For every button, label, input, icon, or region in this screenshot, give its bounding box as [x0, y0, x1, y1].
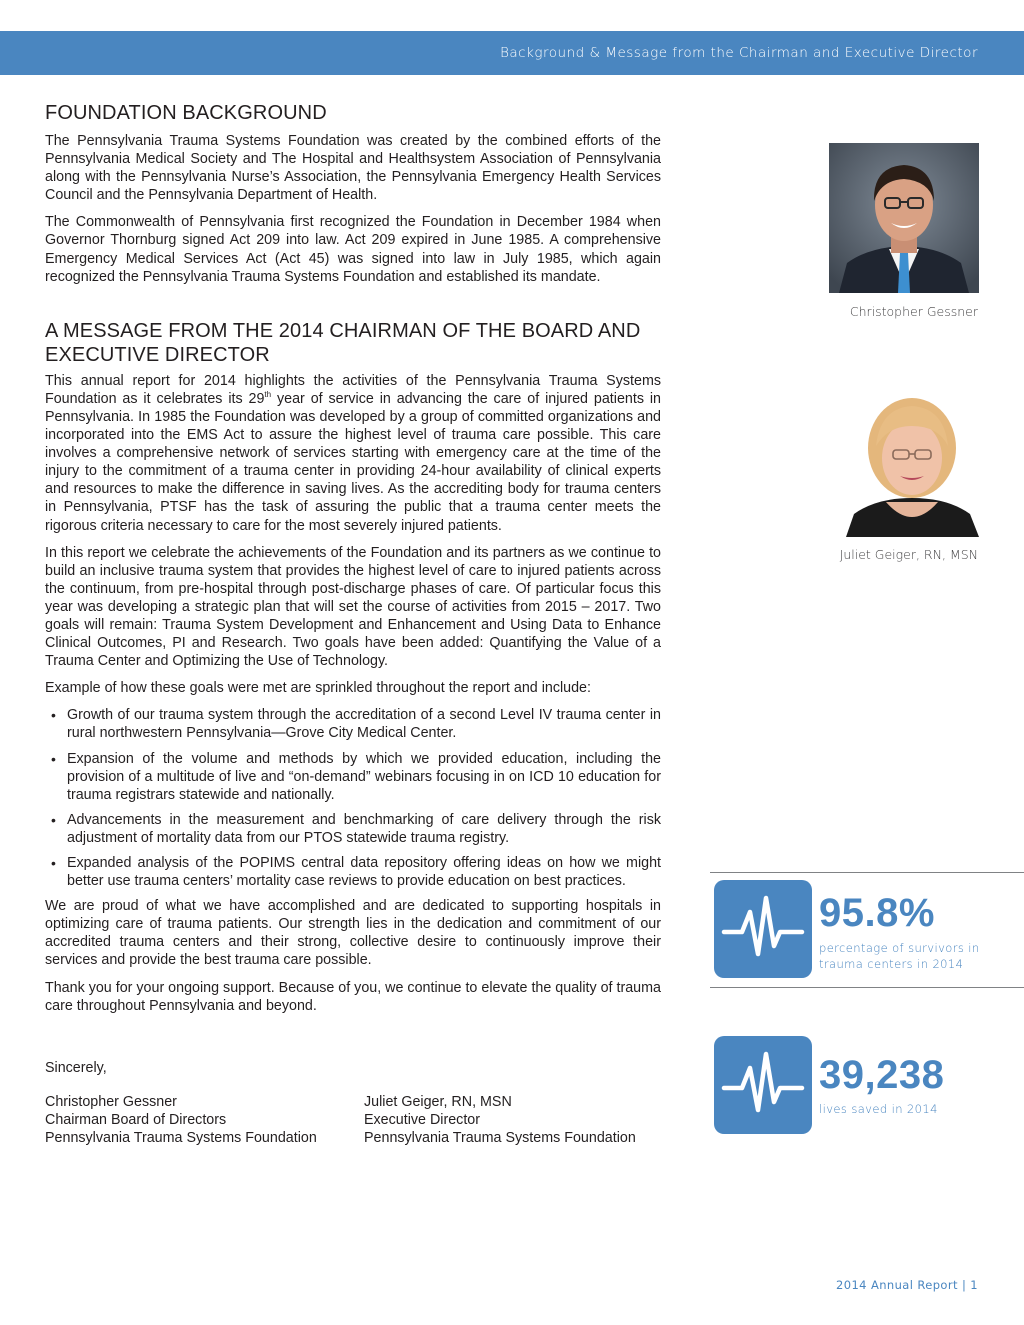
signature-org: Pennsylvania Trauma Systems Foundation	[364, 1130, 636, 1147]
stat-label: lives saved in 2014	[819, 1102, 938, 1116]
main-column	[45, 101, 661, 1015]
background-paragraph-2: The Commonwealth of Pennsylvania first recognized the Foundation in December 1984 when Governor Thornburg signed Act 209 into law. Act 209 expired in June 1985. A comprehensive Emergency Medical Services Act (Act 45) was signed into law in July 1985, which again recognized the Pennsylvania Trauma Systems Foundation and established its mandate.	[45, 214, 661, 285]
message-paragraph-2: In this report we celebrate the achievements of the Foundation and its partners as we continue to build an inclusive trauma system that provides the highest level of care to injured patients across the continuum, from pre-hospital through post-discharge phases of care. Of particular focus this year was developing a strategic plan that will set the course of activities from 2015 – 2017. Two goals will remain: Trauma System Development and Enhancement and Using Data to Enhance Clinical Outcomes, PI and Research. Two goals have been added: Quantifying the Value of a Trauma Center and Optimizing the Use of Technology.	[45, 544, 661, 670]
signature-name: Christopher Gessner	[45, 1094, 177, 1110]
signature-org: Pennsylvania Trauma Systems Foundation	[45, 1130, 317, 1147]
list-item: • Expansion of the volume and methods by which we provided education, including the provision of a multitude of live and “on-demand” webinars focusing in on ICD 10 education for trauma registrars statewide and nationally.	[45, 750, 661, 804]
background-paragraph-1: The Pennsylvania Trauma Systems Foundation was created by the combined efforts of the Pennsylvania Medical Society and The Hospital and Healthsystem Association of Pennsylvania along with the Pennsylvania Nurse’s Association, the Pennsylvania Emergency Health Services Council and the Pennsylvania Department of Health.	[45, 133, 661, 204]
message-paragraph-3: Example of how these goals were met are sprinkled throughout the report and include:	[45, 680, 591, 697]
section-title: Background & Message from the Chairman and Executive Director	[500, 45, 978, 61]
list-item: • Expanded analysis of the POPIMS central data repository offering ideas on how we might better use trauma centers’ mortality case reviews to provide education on best practices.	[45, 854, 661, 890]
signature-title: Chairman Board of Directors	[45, 1112, 227, 1129]
stat-label: percentage of survivors in trauma centers in 2014	[819, 941, 980, 971]
signature-chairman	[45, 1093, 317, 1147]
signature-name: Juliet Geiger, RN, MSN	[364, 1094, 512, 1110]
signature-title: Executive Director	[364, 1112, 481, 1129]
signature-director	[364, 1093, 636, 1147]
photo-director	[846, 386, 979, 537]
page-footer: 2014 Annual Report | 1	[836, 1278, 978, 1292]
photo-chairman	[829, 143, 979, 293]
stat-icon-box	[714, 1036, 812, 1134]
stat-value: 39,238	[819, 1053, 945, 1097]
photo-caption-director: Juliet Geiger, RN, MSN	[839, 547, 978, 562]
list-item: • Advancements in the measurement and benchmarking of care delivery through the risk adjustment of mortality data from our PTOS statewide trauma registry.	[45, 811, 661, 847]
goals-list	[45, 706, 661, 890]
message-paragraph-5: Thank you for your ongoing support. Because of you, we continue to elevate the quality of trauma care throughout Pennsylvania and beyond.	[45, 979, 661, 1014]
closing: Sincerely,	[45, 1060, 107, 1076]
man-portrait-image	[829, 143, 979, 293]
photo-caption-chairman: Christopher Gessner	[849, 304, 978, 319]
header-band	[0, 31, 1024, 75]
stat-icon-box	[714, 880, 812, 978]
stat-divider	[710, 872, 1024, 873]
foundation-background-heading: FOUNDATION BACKGROUND	[45, 102, 327, 124]
message-paragraph-1: This annual report for 2014 highlights the activities of the Pennsylvania Trauma Systems Foundation as it celebrates its 29th year of service in advancing the care of injured patients in Pennsylvania. In 1985 the Foundation was developed by a group of committed organizations and incorporated into the EMS Act to assure the highest level of trauma care possible. This care involves a comprehensive network of services starting with emergency care at the time of the injury to the commitment of a trauma center in providing 24-hour availability of clinical experts and resources to make the difference in saving lives. As the accrediting body for trauma centers in Pennsylvania, PTSF has the task of assuring the public that a trauma center meets the rigorous criteria necessary to care for the most severely injured patients.	[45, 372, 661, 534]
stat-divider	[710, 987, 1024, 988]
woman-portrait-image	[846, 386, 979, 537]
message-heading: A MESSAGE FROM THE 2014 CHAIRMAN OF THE BOARD AND EXECUTIVE DIRECTOR	[45, 319, 641, 366]
heartbeat-icon	[714, 880, 812, 978]
heartbeat-icon	[714, 1036, 812, 1134]
list-item: • Growth of our trauma system through the accreditation of a second Level IV trauma center in rural northwestern Pennsylvania—Grove City Medical Center.	[45, 706, 661, 742]
stat-value: 95.8%	[819, 891, 935, 935]
message-paragraph-4: We are proud of what we have accomplished and are dedicated to supporting hospitals in optimizing care of trauma patients. Our strength lies in the dedication and commitment of our accredited trauma centers and their strong, collective desire to continuously improve their services and provide the best trauma care possible.	[45, 898, 661, 969]
